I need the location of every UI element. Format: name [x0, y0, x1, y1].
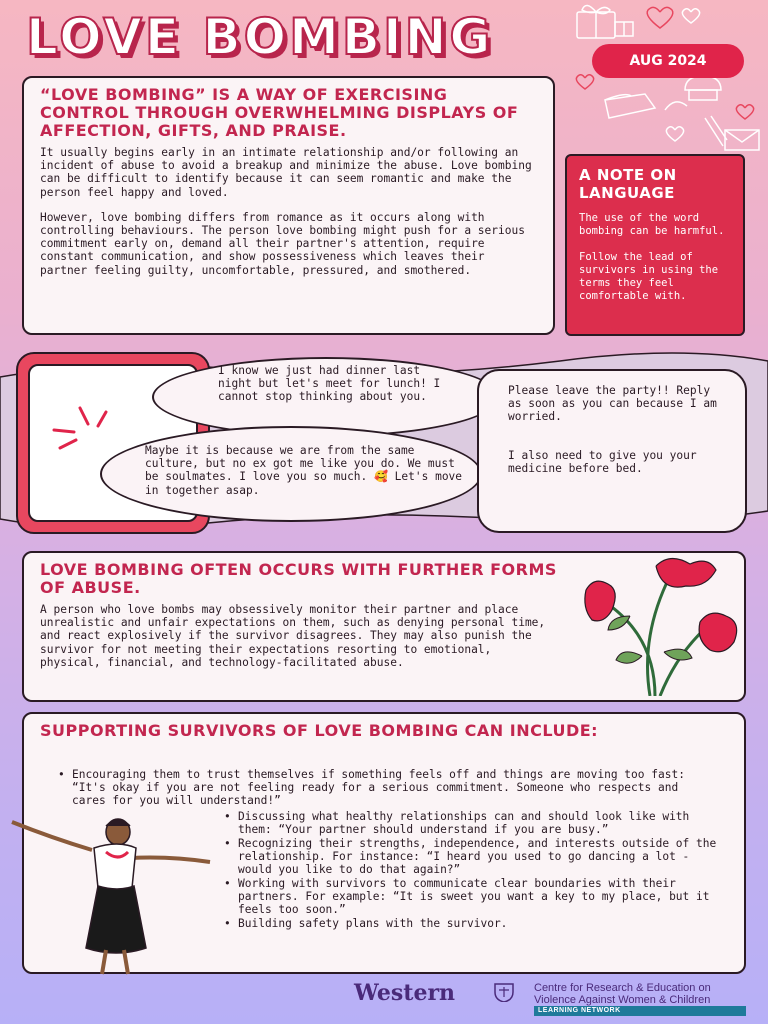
abuse-paragraph: A person who love bombs may obsessively monitor their partner and place unrealistic and unfair expectations on them, such as denying personal time, and react explosively if the survivor disagrees. They may also punish the survivor for not meeting their expectations resorting to emotional, physical, financial, and technology-facilitated abuse. — [40, 603, 546, 669]
intro-paragraph-1: It usually begins early in an intimate relationship and/or following an incident of abuse to avoid a breakup and minimize the abuse. Love bombing can be difficult to identify because it can seem romantic and make the person feel happy and loved. — [40, 146, 532, 199]
note-paragraph-1: The use of the word bombing can be harmful. — [579, 212, 725, 237]
org-line-2: Violence Against Women & Children — [534, 994, 711, 1006]
support-bullets-secondary — [222, 810, 722, 931]
note-heading: A NOTE ON LANGUAGE — [579, 166, 677, 202]
support-heading: SUPPORTING SURVIVORS OF LOVE BOMBING CAN INCLUDE: — [40, 721, 599, 740]
support-bullet: • Building safety plans with the survivor. — [222, 917, 722, 930]
support-bullet: • Recognizing their strengths, independence, and interests outside of the relationship. For instance: “I heard you used to go dancing a lot - would you like to do that again?” — [222, 837, 722, 876]
chat-message-2: Maybe it is because we are from the same culture, but no ex got me like you do. We must be soulmates. I love you so much. 🥰 Let's move in together asap. — [145, 444, 463, 497]
learning-network-bar: LEARNING NETWORK — [534, 1006, 746, 1016]
western-logo: Western — [354, 980, 456, 1006]
support-bullet: • Encouraging them to trust themselves if something feels off and things are moving too fast: “It's okay if you are not feeling ready for a serious commitment. Someone who respects and cares for you will understand!” — [56, 768, 716, 807]
support-bullet: • Discussing what healthy relationships can and should look like with them: “Your partner should understand if you are busy.” — [222, 810, 722, 836]
chat-message-3a: Please leave the party!! Reply as soon as you can because I am worried. — [508, 384, 717, 424]
support-bullet: • Working with survivors to communicate clear boundaries with their partners. For example: “It is sweet you want a key to my place, but it feels too soon.” — [222, 877, 722, 916]
page-title: LOVE BOMBING — [26, 8, 494, 66]
university-crest-icon — [493, 982, 515, 1002]
wilting-roses-illustration — [560, 556, 756, 696]
abuse-heading: LOVE BOMBING OFTEN OCCURS WITH FURTHER FORMS OF ABUSE. — [40, 560, 557, 597]
note-on-language-box — [565, 154, 745, 336]
chat-message-3b: I also need to give you your medicine before bed. — [508, 449, 697, 476]
intro-heading: “LOVE BOMBING” IS A WAY OF EXERCISING CONTROL THROUGH OVERWHELMING DISPLAYS OF AFFECTION, GIFTS, AND PRAISE. — [40, 85, 519, 140]
chat-message-1: I know we just had dinner last night but let's meet for lunch! I cannot stop thinking about you. — [218, 364, 441, 404]
intro-paragraph-2: However, love bombing differs from romance as it occurs along with controlling behaviours. The person love bombing might push for a serious commitment early on, demand all their partner's attention, require constant communication, and show possessiveness which leaves their partner feeling guilty, uncomfortable, pressured, and smothered. — [40, 210, 525, 277]
dancing-woman-illustration — [8, 818, 214, 978]
intro-card — [22, 76, 555, 335]
org-line-1: Centre for Research & Education on — [534, 982, 711, 994]
note-paragraph-2: Follow the lead of survivors in using the terms they feel comfortable with. — [579, 251, 719, 302]
support-bullets-primary — [56, 768, 716, 807]
notification-burst-icon — [40, 400, 120, 460]
date-badge: AUG 2024 — [592, 44, 744, 78]
org-name — [534, 982, 711, 1006]
